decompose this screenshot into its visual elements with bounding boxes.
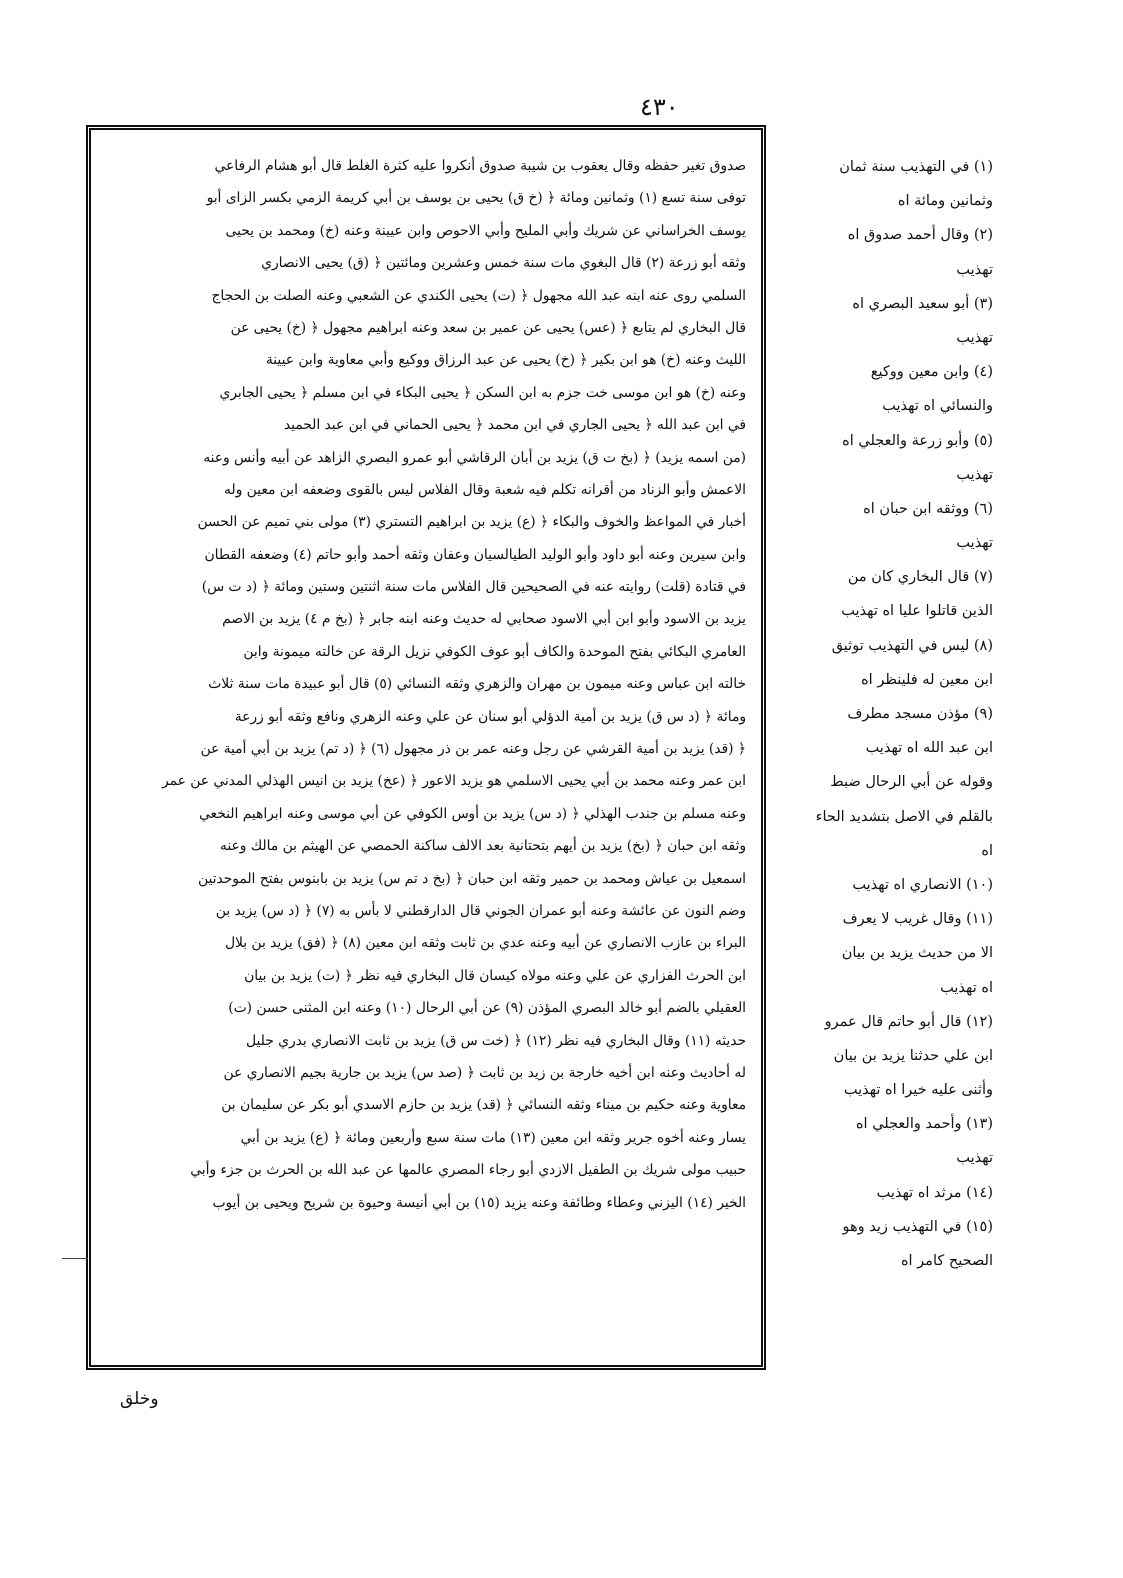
margin-note-line: ابن عبد الله اه تهذيب bbox=[865, 740, 993, 757]
margin-note-line: وأثنى عليه خيرا اه تهذيب bbox=[843, 1082, 993, 1099]
margin-note-line: (١١) وقال غريب لا يعرف bbox=[842, 911, 993, 928]
catchword: وخلق bbox=[120, 1389, 159, 1409]
text-line: وثقه ابن حبان ﴿ (بخ) يزيد بن أيهم بتحتانية بعد الالف ساكنة الحمصي عن الهيثم بن مالك وعنه bbox=[219, 838, 746, 855]
text-line: يسار وعنه أخوه جرير وثقه ابن معين (١٣) مات سنة سبع وأربعين ومائة ﴿ (ع) يزيد بن أبي bbox=[240, 1129, 746, 1146]
text-line: الخير (١٤) اليزني وعطاء وطائفة وعنه يزيد (١٥) بن أبي أنيسة وحيوة بن شريح ويحيى بن أيوب bbox=[212, 1194, 746, 1211]
margin-note-line: (١٤) مرثد اه تهذيب bbox=[876, 1184, 993, 1201]
text-line: الاعمش وأبو الزناد من أقرانه تكلم فيه شعبة وقال الفلاس ليس بالقوى وضعفه ابن معين وله bbox=[224, 481, 746, 498]
margin-note-line: تهذيب bbox=[956, 466, 993, 483]
margin-note-line: (٢) وقال أحمد صدوق اه bbox=[847, 227, 993, 244]
margin-note-line: وقوله عن أبي الرحال ضبط bbox=[830, 774, 993, 791]
text-line: معاوية وعنه حكيم بن ميناء وثقه النسائي ﴿ (قد) يزيد بن حازم الاسدي أبو بكر عن سليمان بن bbox=[221, 1097, 746, 1114]
margin-note-line: تهذيب bbox=[956, 329, 993, 346]
text-line: صدوق تغير حفظه وقال يعقوب بن شيبة صدوق أنكروا عليه كثرة الغلط قال أبو هشام الرفاعي bbox=[214, 158, 746, 174]
text-line: في قتادة (قلت) روايته عنه في الصحيحين قال الفلاس مات سنة اثنتين وستين ومائة ﴿ (د ت س) bbox=[201, 579, 746, 596]
margin-note-line: تهذيب bbox=[956, 1150, 993, 1167]
text-line: له أحاديث وعنه ابن أخيه خارجة بن زيد بن ثابت ﴿ (صد س) يزيد بن جارية بجيم الانصاري عن bbox=[223, 1064, 746, 1081]
margin-note-line: اه bbox=[981, 842, 993, 859]
text-line: وضم النون عن عائشة وعنه أبو عمران الجوني قال الدارقطني لا بأس به (٧) ﴿ (د س) يزيد بن bbox=[215, 902, 746, 919]
main-text-frame bbox=[86, 125, 766, 1370]
margin-note-line: (١٣) وأحمد والعجلي اه bbox=[855, 1116, 993, 1133]
text-line: العقيلي بالضم أبو خالد البصري المؤذن (٩) عن أبي الرحال (١٠) وعنه ابن المثنى حسن (ت) bbox=[228, 1000, 746, 1017]
main-text bbox=[106, 150, 746, 1219]
margin-note-line: (٩) مؤذن مسجد مطرف bbox=[847, 706, 993, 722]
text-line: توفى سنة تسع (١) وثمانين ومائة ﴿ (خ ق) يحيى بن يوسف بن أبي كريمة الزمي بكسر الزاى أبو bbox=[206, 190, 746, 207]
margin-tick-mark bbox=[62, 1258, 88, 1259]
text-line: حديثه (١١) وقال البخاري فيه نظر (١٢) ﴿ (خت س ق) يزيد بن ثابت الانصاري بدري جليل bbox=[246, 1032, 746, 1049]
margin-note-line: الصحيح كامر اه bbox=[900, 1253, 993, 1269]
margin-note-line: تهذيب bbox=[956, 261, 993, 278]
text-line: السلمي روى عنه ابنه عبد الله مجهول ﴿ (ت) يحيى الكندي عن الشعبي وعنه الصلت بن الحجاج bbox=[211, 287, 746, 304]
text-line: وعنه (خ) هو ابن موسى خت جزم به ابن السكن ﴿ يحيى البكاء في ابن مسلم ﴿ يحيى الجابري bbox=[219, 384, 746, 401]
text-line: العامري البكائي بفتح الموحدة والكاف أبو عوف الكوفي نزيل الرقة عن خالته ميمونة وابن bbox=[243, 643, 746, 660]
text-line: يزيد بن الاسود وأبو ابن أبي الاسود صحابي له حديث وعنه ابنه جابر ﴿ (بخ م ٤) يزيد بن الاصم bbox=[222, 611, 746, 628]
margin-note-line: (١٠) الانصاري اه تهذيب bbox=[852, 876, 993, 893]
margin-notes bbox=[775, 150, 993, 1278]
text-line: في ابن عبد الله ﴿ يحيى الجاري في ابن محمد ﴿ يحيى الحماني في ابن عبد الحميد bbox=[283, 417, 746, 434]
margin-note-line: بالقلم في الاصل بتشديد الحاء bbox=[815, 808, 993, 825]
margin-note-line: اه تهذيب bbox=[940, 979, 993, 996]
margin-note-line: والنسائي اه تهذيب bbox=[882, 398, 993, 415]
margin-note-line: تهذيب bbox=[956, 535, 993, 552]
margin-note-line: (٥) وأبو زرعة والعجلي اه bbox=[842, 432, 993, 449]
text-line: ابن عمر وعنه محمد بن أبي يحيى الاسلمي هو يزيد الاعور ﴿ (عخ) يزيد بن انيس الهذلي المدني عن عمر bbox=[162, 773, 746, 790]
text-line: اسمعيل بن عياش ومحمد بن حمير وثقه ابن حبان ﴿ (بخ د تم س) يزيد بن بابنوس بفتح الموحدتين bbox=[197, 870, 746, 887]
text-line: يوسف الخراساني عن شريك وأبي المليح وأبي الاحوص وابن عيينة وعنه (خ) ومحمد بن يحيى bbox=[225, 222, 746, 239]
text-line: وابن سيرين وعنه أبو داود وأبو الوليد الطيالسيان وعفان وثقه أحمد وأبو حاتم (٤) وضعفه القطان bbox=[204, 546, 746, 563]
text-line: الليث وعنه (خ) هو ابن بكير ﴿ (خ) يحيى عن عبد الرزاق ووكيع وأبي معاوية وابن عيينة bbox=[265, 352, 746, 369]
text-line: قال البخاري لم يتابع ﴿ (عس) يحيى عن عمير بن سعد وعنه ابراهيم مجهول ﴿ (خ) يحيى عن bbox=[230, 319, 746, 336]
text-line: (من اسمه يزيد) ﴿ (بخ ت ق) يزيد بن أبان الرقاشي أبو عمرو البصري الزاهد عن أبيه وأنس وعنه bbox=[203, 449, 746, 466]
margin-note-line: (٦) ووثقه ابن حبان اه bbox=[863, 500, 993, 517]
text-line: وعنه مسلم بن جندب الهذلي ﴿ (د س) يزيد بن أوس الكوفي عن أبي موسى وعنه ابراهيم النخعي bbox=[199, 805, 746, 822]
margin-note-line: وثمانين ومائة اه bbox=[897, 193, 993, 210]
margin-note-line: (١٥) في التهذيب زيد وهو bbox=[842, 1218, 993, 1235]
margin-note-line: (٤) وابن معين ووكيع bbox=[870, 364, 993, 381]
text-line: وثقه أبو زرعة (٢) قال البغوي مات سنة خمس وعشرين ومائتين ﴿ (ق) يحيى الانصاري bbox=[261, 255, 746, 272]
margin-note-line: (٨) ليس في التهذيب توثيق bbox=[831, 637, 993, 654]
page-number: ٤٣٠ bbox=[640, 93, 679, 121]
text-line: ومائة ﴿ (د س ق) يزيد بن أمية الدؤلي أبو سنان عن علي وعنه الزهري ونافع وثقه أبو زرعة bbox=[234, 708, 746, 725]
margin-note-line: الا من حديث يزيد بن بيان bbox=[841, 945, 993, 962]
text-line: البراء بن عازب الانصاري عن أبيه وعنه عدي بن ثابت وثقه ابن معين (٨) ﴿ (فق) يزيد بن بلال bbox=[224, 935, 746, 952]
margin-note-line: (٣) أبو سعيد البصري اه bbox=[852, 295, 993, 312]
margin-note-line: (٧) قال البخاري كان من bbox=[847, 569, 993, 586]
text-line: ﴿ (قد) يزيد بن أمية القرشي عن رجل وعنه عمر بن ذر مجهول (٦) ﴿ (د تم) يزيد بن أبي أمية عن bbox=[200, 741, 746, 758]
margin-note-line: ابن علي حدثنا يزيد بن بيان bbox=[833, 1047, 993, 1064]
text-line: خالته ابن عباس وعنه ميمون بن مهران والزهري وثقه النسائي (٥) قال أبو عبيدة مات سنة ثلاث bbox=[208, 676, 746, 693]
margin-note-line: الذين قاتلوا عليا اه تهذيب bbox=[841, 603, 993, 620]
margin-note-line: (١٢) قال أبو حاتم قال عمرو bbox=[824, 1013, 993, 1030]
text-line: ابن الحرث الفزاري عن علي وعنه مولاه كيسان قال البخاري فيه نظر ﴿ (ت) يزيد بن بيان bbox=[244, 967, 746, 984]
margin-note-line: ابن معين له فلينظر اه bbox=[861, 671, 993, 688]
margin-note-line: (١) في التهذيب سنة ثمان bbox=[839, 159, 993, 175]
text-line: أخبار في المواعظ والخوف والبكاء ﴿ (ع) يزيد بن ابراهيم التستري (٣) مولى بني تميم عن الحسن bbox=[197, 514, 746, 531]
text-line: حبيب مولى شريك بن الطفيل الازدي أبو رجاء المصري عالمها عن عبد الله بن الحرث بن جزء وأبي bbox=[190, 1162, 746, 1179]
